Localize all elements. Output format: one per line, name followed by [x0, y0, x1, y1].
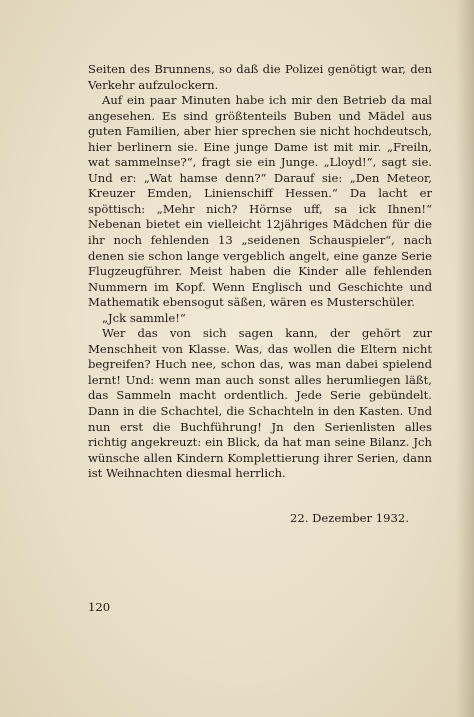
page-number: 120: [88, 600, 111, 614]
dateline: 22. Dezember 1932.: [290, 511, 409, 525]
paragraph-2: Auf ein paar Minuten habe ich mir den Betrieb da mal angesehen. Es sind größtenteils Buben und Mädel aus guten Familien, aber hier sprechen sie nicht hochdeutsch, hier berlinern sie. Eine junge Dame ist mit mir. „Freiln, wat sammelnse?“, fragt sie ein Junge. „Lloyd!“, sagt sie. Und er: „Wat hamse denn?“ Darauf sie: „Den Meteor, Kreuzer Emden, Linienschiff Hessen.“ Da lacht er spöttisch: „Mehr nich? Hörnse uff, sa ick Ihnen!“ Nebenan bietet ein vielleicht 12jähriges Mädchen für die ihr noch fehlenden 13 „seidenen Schauspieler“, nach denen sie schon lange vergeblich angelt, eine ganze Serie Flugzeugführer. Meist haben die Kinder alle fehlenden Nummern im Kopf. Wenn Englisch und Geschichte und Mathematik ebensogut säßen, wären es Musterschüler.: [88, 93, 432, 310]
paragraph-1: Seiten des Brunnens, so daß die Polizei genötigt war, den Verkehr aufzulockern.: [88, 62, 432, 92]
paragraph-3: „Jck sammle!“: [102, 310, 186, 325]
paragraph-4: Wer das von sich sagen kann, der gehört zur Menschheit von Klasse. Was, das wollen die Eltern nicht begreifen? Huch nee, schon das, was man dabei spielend lernt! Und: wenn man auch sonst alles herumliegen läßt, das Sammeln macht ordentlich. Jede Serie gebündelt. Dann in die Schachtel, die Schachteln in den Kasten. Und nun erst die Buchführung! Jn den Serienlisten alles richtig angekreuzt: ein Blick, da hat man seine Bilanz. Jch wünsche allen Kindern Komplettierung ihrer Serien, dann ist Weihnachten diesmal herrlich.: [88, 326, 432, 481]
body-text: [88, 62, 432, 482]
